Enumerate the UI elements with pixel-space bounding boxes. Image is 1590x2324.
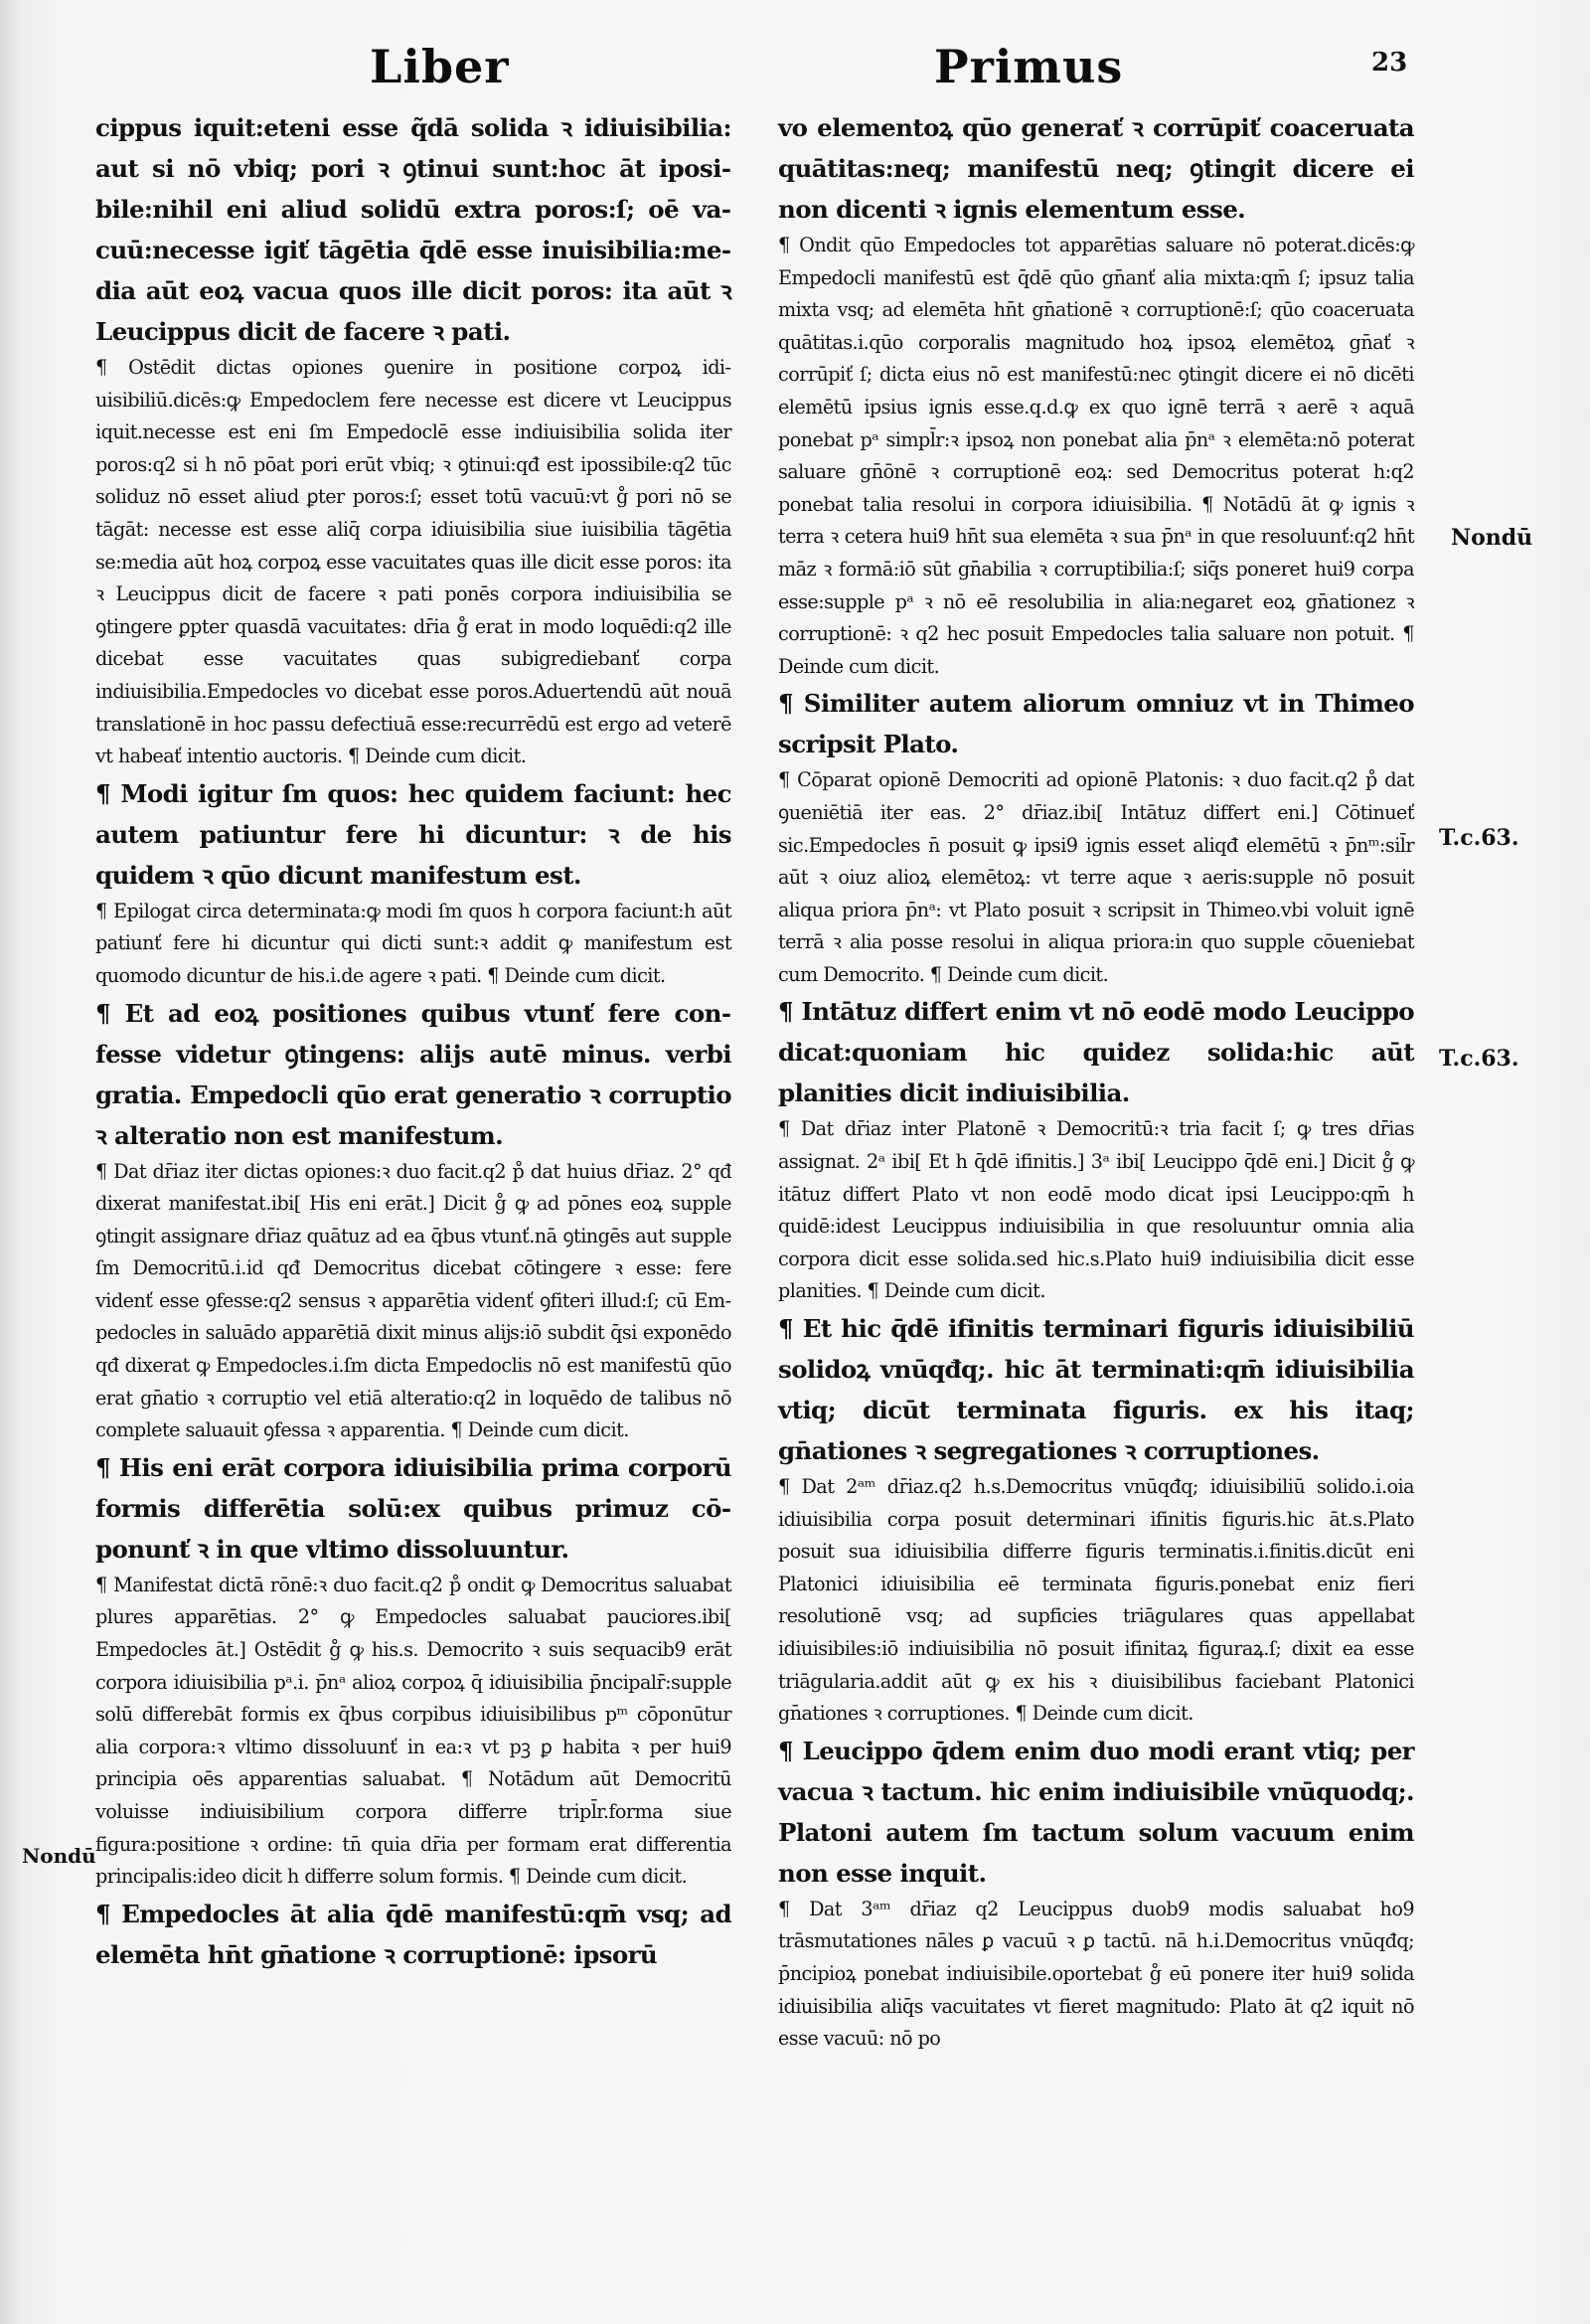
left-lemma-3: ¶ Et ad eoꝝ positiones quibus vtunť fere confesse videtur ꝯtingens: alĳs autē minus. verbi gratia. Empedocli qūo erat generatio ꝛ corruptio ꝛ alteratio non est manifestum. [95, 998, 731, 1150]
left-lemma-1: cippus iquit:eteni esse q̃dā solida ꝛ idiuisibilia: aut si nō vbiq; pori ꝛ ꝯtinui sunt:hoc āt iposibile:nihil eni aliud solidū extra poros:ſ; oē vacuū:necesse igiť tāgētia q̄dē esse inuisibilia:media aūt eoꝝ vacua quos ille dicit poros: ita aūt ꝛ Leucippus dicit de facere ꝛ pati. [95, 113, 731, 346]
right-lemma-3: ¶ Intātuz differt enim vt nō eodē modo Leucippo dicat:quoniam hic quidez solida:hic aūt planities dicit indiuisibilia. [778, 997, 1414, 1108]
margin-note-text-comment-2: T.c.63. [1439, 1046, 1519, 1072]
left-commentary-3: ¶ Dat dr̄iaz iter dictas opiones:ꝛ duo facit.q2 p̊ dat huius dr̄iaz. 2° qđ dixerat manifestat.ibi[ His eni erāt.] Dicit g̊ ꝙ ad pōnes eoꝝ supple ꝯtingit assignare dr̄iaz quātuz ad ea q̄bus vtunť.nā ꝯtingēs aut supple ſm Democritū.i.id qđ Democritus dicebat cōtingere ꝛ esse: fere videnť esse ꝯfesse:q2 sensus ꝛ apparētia videnť ꝯfiteri illud:ſ; cū Empedocles in saluādo apparētiā dixit minus alĳs:iō subdit q̄si exponēdo qđ dixerat ꝙ Empedocles.i.ſm dicta Empedoclis nō est manifestū qūo erat gn̄atio ꝛ corruptio vel etiā alteratio:q2 in loquēdo de talibus nō complete saluauit ꝯfessa ꝛ apparentia. ¶ Deinde cum dicit. [95, 1159, 731, 1442]
left-commentary-2: ¶ Epilogat circa determinata:ꝙ modi ſm quos h corpora faciunt:h aūt patiunť fere hi dicuntur qui dicti sunt:ꝛ addit ꝙ manifestum est quomodo dicuntur de his.i.de agere ꝛ pati. ¶ Deinde cum dicit. [95, 899, 731, 987]
running-head-left: Liber [370, 40, 510, 93]
left-commentary-1: ¶ Ostēdit dictas opiones ꝯuenire in positione corpoꝝ idiuisibiliū.dicēs:ꝙ Empedoclem fere necesse est dicere vt Leucippus iquit.necesse est eni ſm Empedoclē esse indiuisibilia solida iter poros:q2 si h nō pōat pori erūt vbiq; ꝛ ꝯtinui:qđ est ipossibile:q2 tūc soliduz nō esset aliud ꝑter poros:ſ; esset totū vacuū:vt g̊ pori nō se tāgāt: necesse est esse aliq̄ corpa idiuisibilia siue iuisibilia tāgētia se:media aūt hoꝝ corpoꝝ esse vacuitates quas ille dicit esse poros: ita ꝛ Leucippus dicit de facere ꝛ pati ponēs corpora indiuisibilia se ꝯtingere ꝑpter quasdā vacuitates: dr̄ia g̊ erat in modo loquēdi:q2 ille dicebat esse vacuitates quas subigrediebanť corpa indiuisibilia.Empedocles vo dicebat esse poros.Aduertendū aūt nouā translationē in hoc passu defectiuā esse:recurrēdū est ergo ad veterē vt habeať intentio auctoris. ¶ Deinde cum dicit. [95, 356, 731, 768]
running-head-right: Primus [934, 40, 1124, 93]
right-commentary-4: ¶ Dat 2ᵃᵐ dr̄iaz.q2 h.s.Democritus vnūqđq; idiuisibiliū solido.i.oia idiuisibilia corpa posuit determinari ifinitis figuris.hic āt.s.Plato posuit sua idiuisibilia differre figuris terminatis.i.finitis.dicūt eni Platonici idiuisibilia eē terminata figuris.ponebat eniz fieri resolutionē vsq; ad supficies triāgulares quas appellabat idiuisibiles:iō indiuisibilia nō posuit ifinitaꝝ figuraꝝ.ſ; dixit ea esse triāgularia.addit aūt ꝙ ex his ꝛ diuisibilibus faciebant Platonici gn̄ationes ꝛ corruptiones. ¶ Deinde cum dicit. [778, 1475, 1414, 1726]
right-lemma-4: ¶ Et hic q̄dē ifinitis terminari figuris idiuisibiliū solidoꝝ vnūqđq;. hic āt terminati:qm̄ idiuisibilia vtiq; dicūt terminata figuris. ex his itaq; gn̄ationes ꝛ segregationes ꝛ corruptiones. [778, 1314, 1414, 1466]
right-lemma-5: ¶ Leucippo q̄dem enim duo modi erant vtiq; per vacua ꝛ tactum. hic enim indiuisibile vnūquodq;. Platoni autem ſm tactum solum vacuum enim non esse inquit. [778, 1736, 1414, 1888]
right-commentary-1: ¶ Ondit qūo Empedocles tot apparētias saluare nō poterat.dicēs:ꝙ Empedocli manifestū est q̄dē qūo gn̄anť alia mixta:qm̄ ſ; ipsuz talia mixta vsq; ad elemēta hn̄t gn̄ationē ꝛ corruptionē:ſ; qūo coaceruata quātitas.i.qūo corporalis magnitudo hoꝝ ipsoꝝ elemētoꝝ gn̄ať ꝛ corrūpiť ſ; dicta eius nō est manifestū:nec ꝯtingit dicere ei nō dicēti elemētū ipsius ignis esse.q.d.ꝙ ex quo ignē terrā ꝛ aerē ꝛ aquā ponebat pᵃ simpl̄r:ꝛ ipsoꝝ non ponebat alia p̄nᵃ ꝛ elemēta:nō poterat saluare gn̄ōnē ꝛ corruptionē eoꝝ: sed Democritus poterat h:q2 ponebat talia resolui in corpora idiuisibilia. ¶ Notādū āt ꝙ ignis ꝛ terra ꝛ cetera hui9 hn̄t sua elemēta ꝛ sua p̄nᵃ in que resoluunť:q2 hn̄t māz ꝛ formā:iō sūt gn̄abilia ꝛ corruptibilia:ſ; siq̄s poneret hui9 corpa esse:supple pᵃ ꝛ nō eē resolubilia in alia:negaret eoꝝ gn̄ationez ꝛ corruptionē: ꝛ q2 hec posuit Empedocles talia saluare non potuit. ¶ Deinde cum dicit. [778, 234, 1414, 678]
left-column [95, 107, 731, 1975]
margin-note-nondum-right: Nondū [1451, 525, 1533, 551]
right-lemma-2: ¶ Similiter autem aliorum omniuz vt in Thimeo scripsit Plato. [778, 689, 1414, 759]
left-commentary-4: ¶ Manifestat dictā rōnē:ꝛ duo facit.q2 p̊ ondit ꝙ Democritus saluabat plures apparētias. 2° ꝙ Empedocles saluabat pauciores.ibi[ Empedocles āt.] Ostēdit g̊ ꝙ his.s. Democrito ꝛ suis sequacib9 erāt corpora idiuisibilia pᵃ.i. p̄nᵃ alioꝝ corpoꝝ q̄ idiuisibilia p̄ncipalr̄:supple solū differebāt formis ex q̄bus corpibus idiuisibilibus pᵐ cōponūtur alia corpora:ꝛ vltimo dissoluunť in ea:ꝛ vt pꝫ ꝑ habita ꝛ per hui9 principia oēs apparentias saluabat. ¶ Notādum aūt Democritū voluisse indiuisibilium corpora differre tripl̄r.forma siue figura:positione ꝛ ordine: tn̄ quia dr̄ia per formam erat differentia principalis:ideo dicit h differre solum formis. ¶ Deinde cum dicit. [95, 1573, 731, 1889]
right-lemma-1: vo elementoꝝ qūo generať ꝛ corrūpiť coaceruata quātitas:neq; manifestū neq; ꝯtingit dicere ei non dicenti ꝛ ignis elementum esse. [778, 113, 1414, 224]
left-lemma-2: ¶ Modi igitur ſm quos: hec quidem faciunt: hec autem patiuntur fere hi dicuntur: ꝛ de his quidem ꝛ qūo dicunt manifestum est. [95, 778, 731, 890]
margin-note-nondum-left: Nondū [22, 1844, 96, 1868]
folio-number: 23 [1371, 48, 1408, 78]
right-column [778, 107, 1414, 2056]
right-commentary-5: ¶ Dat 3ᵃᵐ dr̄iaz q2 Leucippus duob9 modis saluabat ho9 trāsmutationes nāles ꝑ vacuū ꝛ ꝑ tactū. nā h.i.Democritus vnūqđq; p̄ncipioꝝ ponebat indiuisibile.oportebat g̊ eū ponere iter hui9 solida idiuisibilia aliq̄s vacuitates vt fieret magnitudo: Plato āt q2 iquit nō esse vacuū: nō po [778, 1897, 1414, 2051]
left-lemma-5: ¶ Empedocles āt alia q̄dē manifestū:qm̄ vsq; ad elemēta hn̄t gn̄atione ꝛ corruptionē: ipsorū [95, 1899, 731, 1969]
margin-note-text-comment-1: T.c.63. [1439, 825, 1519, 851]
right-commentary-3: ¶ Dat dr̄iaz inter Platonē ꝛ Democritū:ꝛ tria facit ſ; ꝙ tres dr̄ias assignat. 2ᵃ ibi[ Et h q̄dē ifinitis.] 3ᵃ ibi[ Leucippo q̄dē eni.] Dicit g̊ ꝙ itātuz differt Plato vt non eodē modo dicat ipsi Leucippo:qm̄ h quidē:idest Leucippus indiuisibilia in que resoluuntur omnia alia corpora dicit esse solida.sed hic.s.Plato hui9 indiuisibilia dicit esse planities. ¶ Deinde cum dicit. [778, 1117, 1414, 1303]
right-commentary-2: ¶ Cōparat opionē Democriti ad opionē Platonis: ꝛ duo facit.q2 p̊ dat ꝯueniētiā iter eas. 2° dr̄iaz.ibi[ Intātuz differt eni.] Cōtinueť sic.Empedocles n̄ posuit ꝙ ipsi9 ignis esset aliqđ elemētū ꝛ p̄nᵐ:sil̄r aūt ꝛ oiuz alioꝝ elemētoꝝ: vt terre aque ꝛ aeris:supple nō posuit aliqua priora p̄nᵃ: vt Plato posuit ꝛ scripsit in Thimeo.vbi voluit ignē terrā ꝛ alia posse resolui in aliqua priora:in quo supple cōueniebat cum Democrito. ¶ Deinde cum dicit. [778, 768, 1414, 986]
left-lemma-4: ¶ His eni erāt corpora idiuisibilia prima corporū formis differētia solū:ex quibus primuz cōponunť ꝛ in que vltimo dissoluuntur. [95, 1452, 731, 1564]
